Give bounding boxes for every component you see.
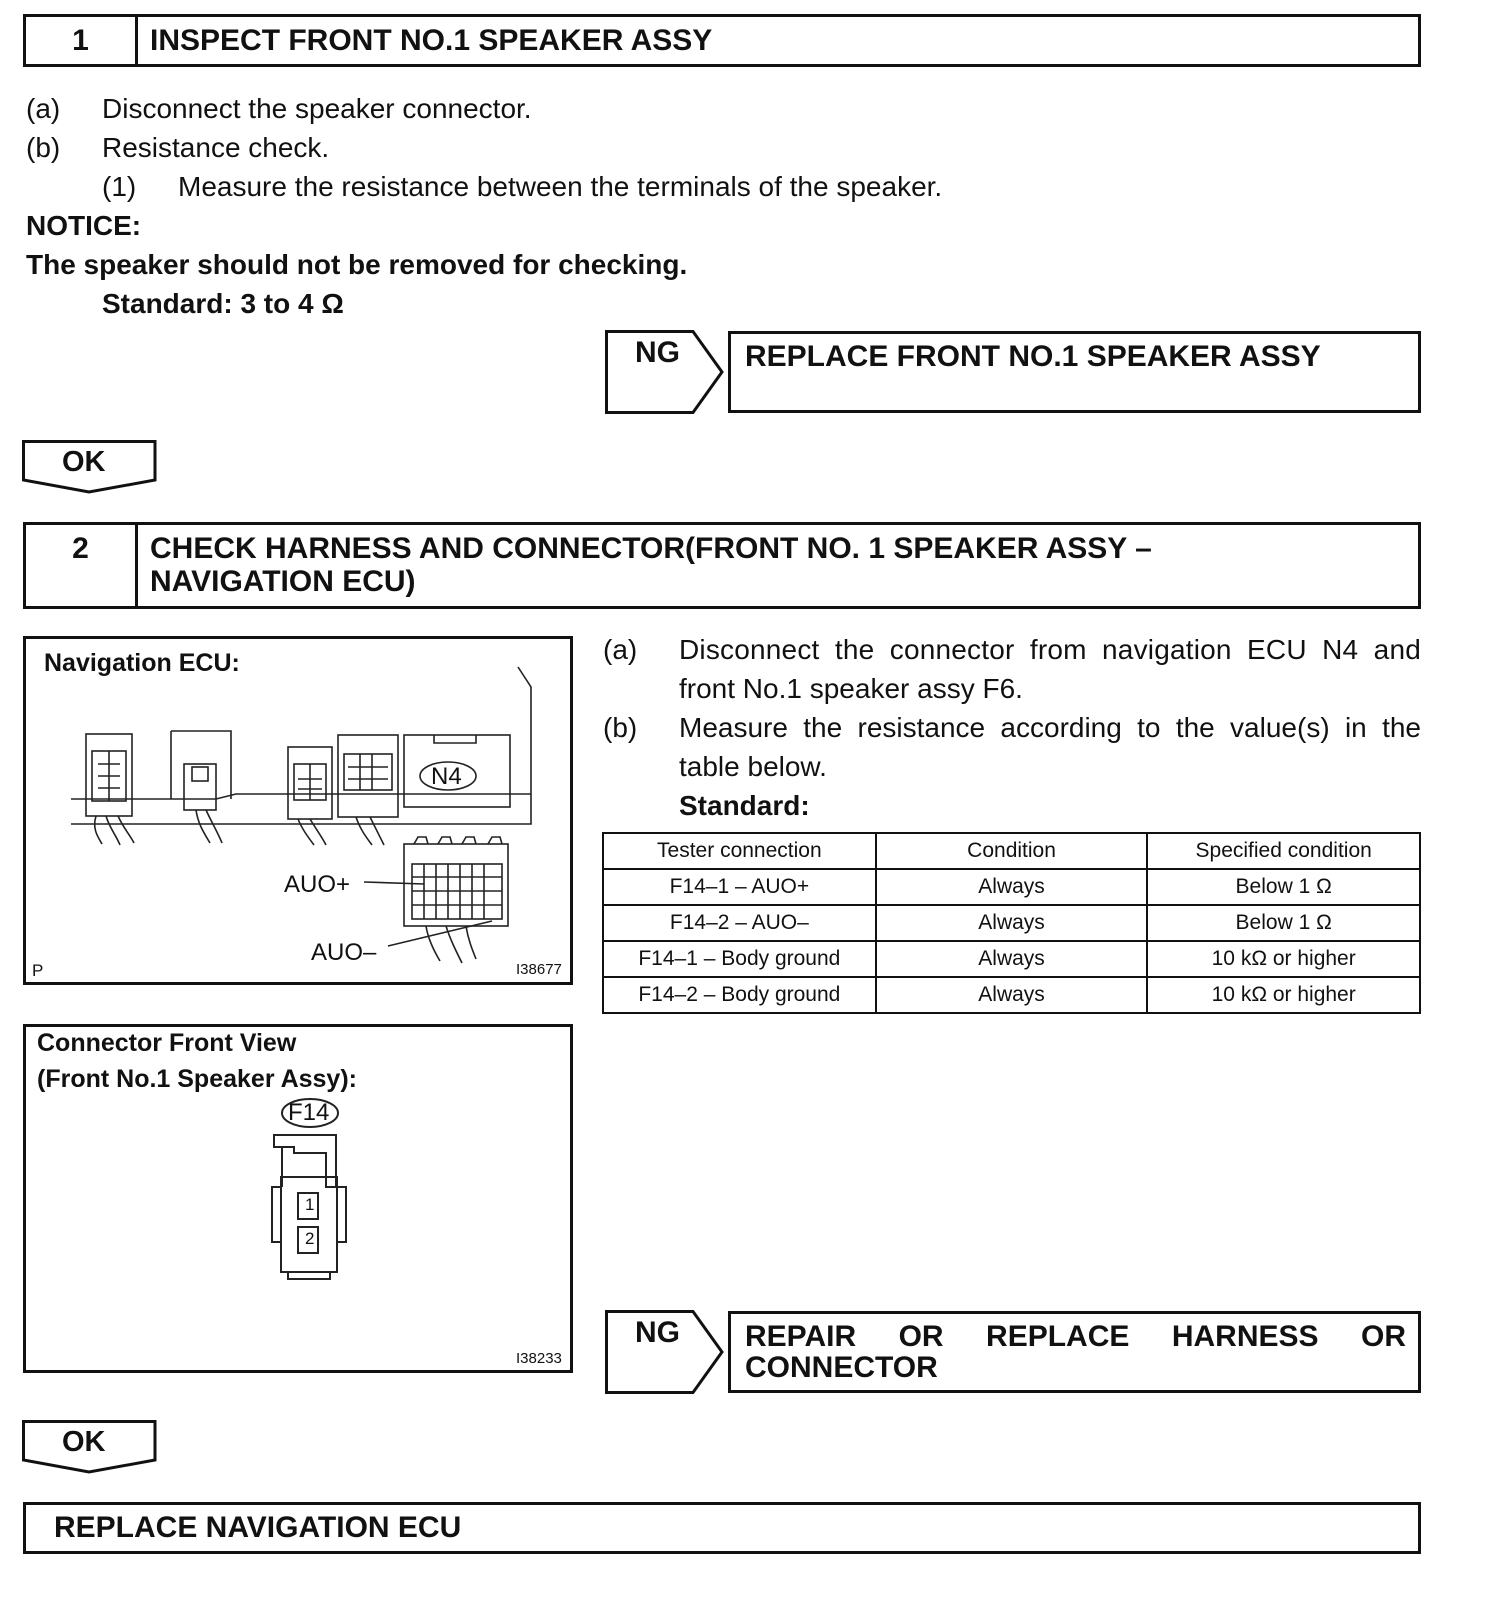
navigation-ecu-drawing [26, 639, 570, 982]
step-title-line-2: NAVIGATION ECU) [150, 565, 416, 598]
ok-label: OK [62, 1426, 106, 1458]
table-header: Condition [876, 833, 1148, 869]
figure-code: I38233 [516, 1350, 562, 1367]
table-header: Specified condition [1147, 833, 1420, 869]
instruction-b-line-2: table below. [679, 751, 827, 782]
speaker-connector-drawing [26, 1027, 570, 1370]
instruction-a-label: (a) [26, 93, 61, 124]
instruction-b1-text: Measure the resistance between the terminals of the speaker. [178, 171, 943, 202]
step-title: INSPECT FRONT NO.1 SPEAKER ASSY [150, 24, 713, 57]
standard-label: Standard: [679, 790, 810, 821]
table-cell: F14–1 – Body ground [603, 941, 876, 977]
table-cell: Always [876, 905, 1148, 941]
step-number: 1 [26, 17, 138, 64]
table-header-row [603, 833, 1420, 869]
ng-tag [605, 330, 725, 414]
step-number: 2 [26, 525, 138, 606]
table-cell: Below 1 Ω [1147, 905, 1420, 941]
auo-minus-label: AUO– [311, 939, 377, 966]
corner-mark: P [32, 961, 44, 980]
auo-plus-label: AUO+ [284, 871, 351, 898]
instruction-b-label: (b) [26, 132, 61, 163]
instruction-b1-label: (1) [102, 171, 137, 202]
table-cell: Below 1 Ω [1147, 869, 1420, 905]
ok-tag [22, 1420, 162, 1476]
table-cell: Always [876, 977, 1148, 1013]
table-cell: Always [876, 941, 1148, 977]
table-row [603, 941, 1420, 977]
ok-label: OK [62, 446, 106, 478]
ng-action-line-1: REPAIR OR REPLACE HARNESS OR [745, 1320, 1406, 1353]
table-cell: F14–2 – Body ground [603, 977, 876, 1013]
instruction-b-line-1: Measure the resistance according to the value(s) in the [679, 712, 1421, 743]
ng-tag [605, 1310, 725, 1394]
ng-action-box [728, 1311, 1421, 1393]
standard-value: Standard: 3 to 4 Ω [102, 288, 344, 319]
figure-title-line-1: Connector Front View [37, 1029, 297, 1057]
pin-2-label: 2 [305, 1229, 315, 1248]
table-cell: 10 kΩ or higher [1147, 941, 1420, 977]
table-row [603, 905, 1420, 941]
resistance-spec-table [602, 832, 1421, 1014]
notice-heading: NOTICE: [26, 210, 142, 241]
instruction-b-label: (b) [603, 712, 638, 743]
step-1-header [23, 14, 1421, 67]
table-row [603, 977, 1420, 1013]
connector-front-view-figure [23, 1024, 573, 1373]
figure-code: I38677 [516, 961, 562, 978]
ng-action-box: REPLACE FRONT NO.1 SPEAKER ASSY [728, 331, 1421, 413]
table-cell: 10 kΩ or higher [1147, 977, 1420, 1013]
table-cell: F14–1 – AUO+ [603, 869, 876, 905]
ng-action-line-2: CONNECTOR [745, 1351, 938, 1384]
figure-title: Navigation ECU: [44, 649, 240, 677]
instruction-a-line-2: front No.1 speaker assy F6. [679, 673, 1023, 704]
navigation-ecu-figure [23, 636, 573, 985]
notice-text: The speaker should not be removed for checking. [26, 249, 688, 280]
instruction-a-line-1: Disconnect the connector from navigation ECU N4 and [679, 634, 1421, 665]
instruction-a-text: Disconnect the speaker connector. [102, 93, 532, 124]
step-title-line-1: CHECK HARNESS AND CONNECTOR(FRONT NO. 1 SPEAKER ASSY – [150, 532, 1152, 565]
table-header: Tester connection [603, 833, 876, 869]
f14-label: F14 [288, 1099, 330, 1126]
ok-tag [22, 440, 162, 496]
table-cell: F14–2 – AUO– [603, 905, 876, 941]
table-row [603, 869, 1420, 905]
step-2-header [23, 522, 1421, 609]
instruction-b-text: Resistance check. [102, 132, 330, 163]
step-title [138, 525, 1152, 606]
pin-1-label: 1 [305, 1195, 315, 1214]
figure-title-line-2: (Front No.1 Speaker Assy): [37, 1065, 357, 1093]
ng-label: NG [635, 1316, 680, 1349]
final-action-box: REPLACE NAVIGATION ECU [23, 1502, 1421, 1554]
table-cell: Always [876, 869, 1148, 905]
instruction-a-label: (a) [603, 634, 638, 665]
ng-label: NG [635, 336, 680, 369]
n4-label: N4 [431, 763, 462, 790]
